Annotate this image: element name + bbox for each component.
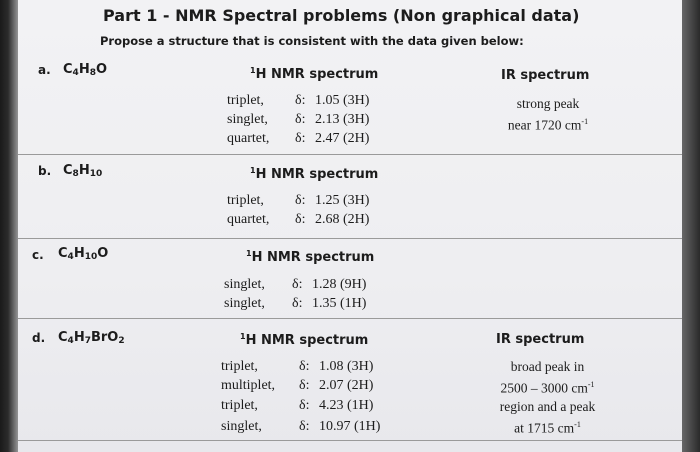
section-divider — [18, 238, 682, 239]
problem-a-nmr-header: $^1$H NMR spectrum — [250, 66, 379, 82]
problem-d-ir-text: broad peak in 2500 – 3000 $cm^{-1}$ region and a peak at 1715 $cm^{-1}$ — [499, 359, 596, 435]
problem-d-ir-header: IR spectrum — [496, 332, 585, 347]
problem-d-nmr-row: triplet, δ: 4.23 (1H) — [221, 398, 374, 413]
problem-d-nmr-header: $^1$H NMR spectrum — [240, 332, 369, 348]
problem-b-nmr-row: triplet, δ: 1.25 (3H) — [227, 193, 370, 208]
problem-d-label: d. — [32, 331, 46, 345]
problem-b-nmr-row: quartet, δ: 2.68 (2H) — [227, 212, 370, 227]
problem-d-nmr-row: multiplet, δ: 2.07 (2H) — [221, 378, 374, 393]
problem-a-ir-header: IR spectrum — [501, 68, 590, 83]
problem-a-nmr-row: singlet, δ: 2.13 (3H) — [227, 112, 370, 127]
worksheet-page — [18, 0, 682, 452]
problem-d-nmr-row: triplet, δ: 1.08 (3H) — [221, 359, 374, 374]
problem-a-nmr-row: quartet, δ: 2.47 (2H) — [227, 131, 370, 146]
problem-c-nmr-row: singlet, δ: 1.28 (9H) — [224, 277, 367, 292]
problem-b-label: b. — [38, 164, 52, 178]
problem-a-formula: $C_4H_8O$ — [63, 62, 108, 78]
problem-c-nmr-row: singlet, δ: 1.35 (1H) — [224, 296, 367, 311]
problem-a-ir-text: strong peak near 1720 $cm^{-1}$ — [507, 96, 589, 133]
section-divider — [18, 440, 682, 441]
page-subtitle: Propose a structure that is consistent with the data given below: — [100, 34, 524, 48]
problem-d-formula: $C_4H_7BrO_2$ — [58, 330, 125, 346]
problem-a-label: a. — [38, 63, 51, 77]
problem-a-nmr-row: triplet, δ: 1.05 (3H) — [227, 93, 370, 108]
page-title: Part 1 - NMR Spectral problems (Non graphical data) — [103, 6, 580, 25]
section-divider — [18, 318, 682, 319]
problem-b-nmr-header: $^1$H NMR spectrum — [250, 166, 379, 182]
problem-d-nmr-row: singlet, δ: 10.97 (1H) — [221, 419, 381, 434]
problem-c-nmr-header: $^1$H NMR spectrum — [246, 249, 375, 265]
problem-c-formula: $C_4H_{10}O$ — [58, 246, 109, 262]
section-divider — [18, 154, 682, 155]
problem-b-formula: $C_8H_{10}$ — [63, 163, 103, 179]
problem-c-label: c. — [32, 248, 44, 262]
